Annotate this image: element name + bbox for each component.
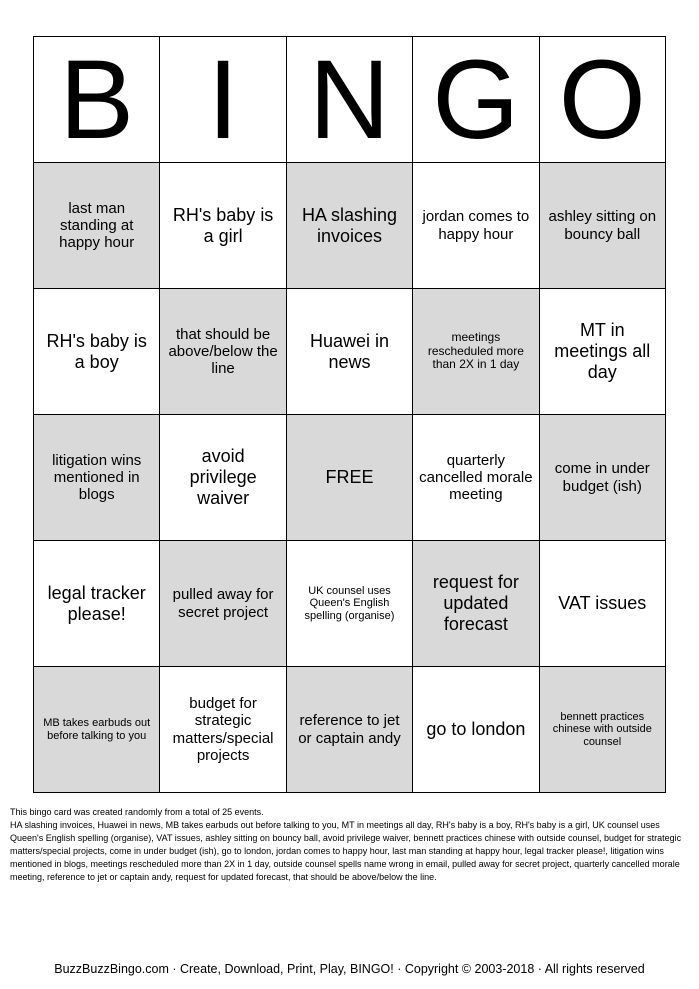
header-row <box>34 37 666 163</box>
bingo-cell: legal tracker please! <box>34 541 160 667</box>
header-letter-i: I <box>160 37 286 163</box>
bingo-cell: RH's baby is a boy <box>34 289 160 415</box>
bingo-cell: UK counsel uses Queen's English spelling (organise) <box>286 541 412 667</box>
bingo-cell: litigation wins mentioned in blogs <box>34 415 160 541</box>
footer-intro: This bingo card was created randomly from a total of 25 events. <box>10 807 264 817</box>
bingo-cell: request for updated forecast <box>413 541 539 667</box>
bingo-cell: budget for strategic matters/special projects <box>160 667 286 793</box>
free-space: FREE <box>286 415 412 541</box>
bingo-cell: jordan comes to happy hour <box>413 163 539 289</box>
bingo-cell: meetings rescheduled more than 2X in 1 day <box>413 289 539 415</box>
bingo-row-2 <box>34 289 666 415</box>
bingo-grid <box>33 36 666 793</box>
bingo-card <box>33 36 666 768</box>
bingo-row-4 <box>34 541 666 667</box>
bingo-cell: that should be above/below the line <box>160 289 286 415</box>
bingo-row-3 <box>34 415 666 541</box>
footer-event-list: HA slashing invoices, Huawei in news, MB takes earbuds out before talking to you, MT in meetings all day, RH's baby is a boy, RH's baby is a girl, UK counsel uses Queen's English spelling (organise), VAT issues, ashley sitting on bouncy ball, avoid privilege waiver, bennett practices chinese with outside counsel, budget for strategic matters/special projects, come in under budget (ish), go to london, jordan comes to happy hour, last man standing at happy hour, legal tracker please!, litigation wins mentioned in blogs, meetings rescheduled more than 2X in 1 day, outside counsel spells name wrong in email, pulled away for secret project, quarterly cancelled morale meeting, reference to jet or captain andy, request for updated forecast, that should be above/below the line. <box>10 820 682 882</box>
bingo-row-1 <box>34 163 666 289</box>
copyright-line: BuzzBuzzBingo.com · Create, Download, Print, Play, BINGO! · Copyright © 2003-2018 · All rights reserved <box>54 962 645 976</box>
header-letter-o: O <box>539 37 665 163</box>
header-letter-b: B <box>34 37 160 163</box>
bingo-cell: reference to jet or captain andy <box>286 667 412 793</box>
bingo-cell: MB takes earbuds out before talking to you <box>34 667 160 793</box>
bingo-row-5 <box>34 667 666 793</box>
bingo-cell: MT in meetings all day <box>539 289 665 415</box>
bingo-cell: avoid privilege waiver <box>160 415 286 541</box>
bingo-cell: Huawei in news <box>286 289 412 415</box>
header-letter-n: N <box>286 37 412 163</box>
bingo-cell: quarterly cancelled morale meeting <box>413 415 539 541</box>
bingo-cell: RH's baby is a girl <box>160 163 286 289</box>
events-footer <box>10 806 690 884</box>
bingo-cell: bennett practices chinese with outside counsel <box>539 667 665 793</box>
bingo-cell: HA slashing invoices <box>286 163 412 289</box>
bingo-cell: ashley sitting on bouncy ball <box>539 163 665 289</box>
bingo-cell: last man standing at happy hour <box>34 163 160 289</box>
bingo-cell: come in under budget (ish) <box>539 415 665 541</box>
bingo-cell: pulled away for secret project <box>160 541 286 667</box>
bingo-cell: VAT issues <box>539 541 665 667</box>
bingo-cell: go to london <box>413 667 539 793</box>
header-letter-g: G <box>413 37 539 163</box>
